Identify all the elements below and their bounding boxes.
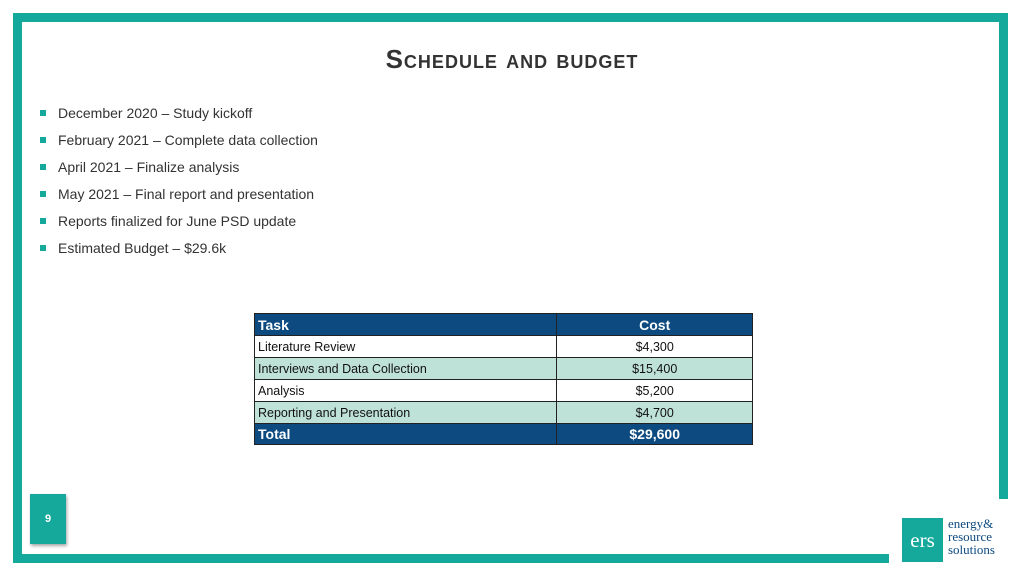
- bullet-item: [40, 126, 318, 153]
- logo-wordmark: [948, 517, 995, 556]
- frame-right-border: [999, 13, 1008, 499]
- bullet-square-icon: [40, 164, 46, 170]
- budget-table: [254, 313, 753, 445]
- task-cell: Interviews and Data Collection: [255, 358, 557, 380]
- table-row: [255, 336, 753, 358]
- bullet-item: [40, 234, 318, 261]
- bullet-square-icon: [40, 191, 46, 197]
- page-number-badge: 9: [30, 494, 66, 544]
- logo-line-1: energy&: [948, 516, 994, 531]
- table-header-row: [255, 314, 753, 336]
- table-total-row: [255, 424, 753, 445]
- bullet-square-icon: [40, 137, 46, 143]
- cost-cell: $4,300: [557, 336, 753, 358]
- task-cell: Reporting and Presentation: [255, 402, 557, 424]
- total-cost-cell: $29,600: [557, 424, 753, 445]
- total-label-cell: Total: [255, 424, 557, 445]
- bullet-square-icon: [40, 218, 46, 224]
- table-row: [255, 380, 753, 402]
- task-cell: Literature Review: [255, 336, 557, 358]
- bullet-text: Reports finalized for June PSD update: [58, 212, 297, 229]
- bullet-text: December 2020 – Study kickoff: [58, 104, 253, 121]
- bullet-text: May 2021 – Final report and presentation: [58, 185, 315, 202]
- cost-cell: $5,200: [557, 380, 753, 402]
- table-row: [255, 402, 753, 424]
- task-cell: Analysis: [255, 380, 557, 402]
- bullet-item: [40, 153, 318, 180]
- bullet-text: February 2021 – Complete data collection: [58, 131, 318, 148]
- slide-title: Schedule and budget: [385, 44, 639, 74]
- logo-mark: ers: [902, 518, 943, 562]
- table-row: [255, 358, 753, 380]
- bullet-square-icon: [40, 110, 46, 116]
- cost-cell: $4,700: [557, 402, 753, 424]
- frame-left-border: [13, 13, 22, 563]
- bullet-item: [40, 180, 318, 207]
- company-logo: [902, 518, 1016, 564]
- bullet-list: [40, 99, 318, 261]
- logo-line-3: solutions: [948, 542, 995, 557]
- frame-bottom-border: [13, 554, 889, 563]
- bullet-text: April 2021 – Finalize analysis: [58, 158, 240, 175]
- bullet-item: [40, 207, 318, 234]
- bullet-text: Estimated Budget – $29.6k: [58, 239, 227, 256]
- logo-line-2: resource: [948, 529, 993, 544]
- cost-cell: $15,400: [557, 358, 753, 380]
- bullet-item: [40, 99, 318, 126]
- frame-top-border: [13, 13, 1008, 22]
- task-column-header: Task: [255, 314, 557, 336]
- cost-column-header: Cost: [557, 314, 753, 336]
- bullet-square-icon: [40, 245, 46, 251]
